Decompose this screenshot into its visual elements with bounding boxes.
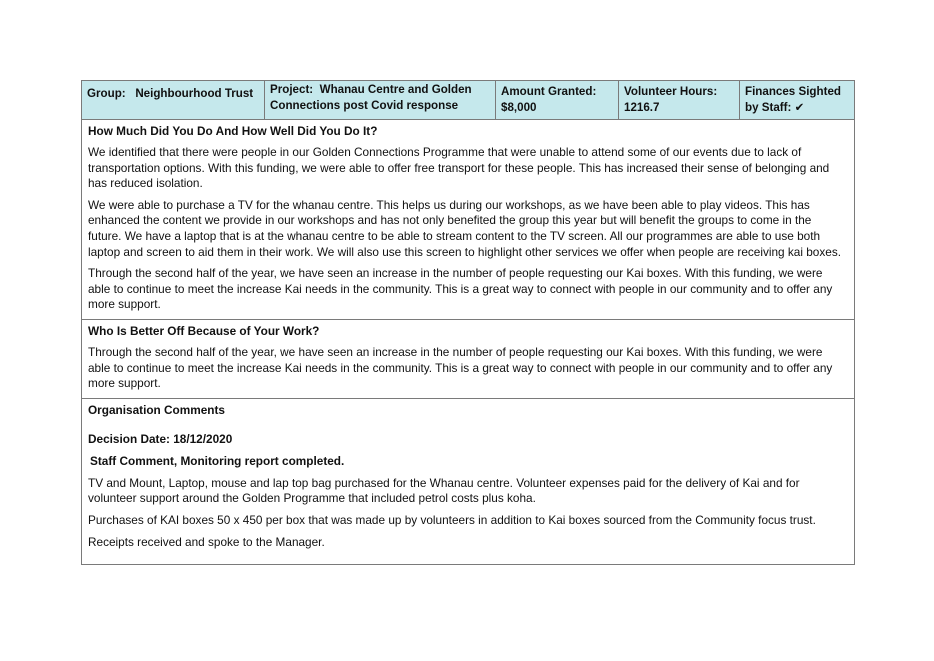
project-cell <box>265 81 496 119</box>
group-label: Group: <box>87 87 126 100</box>
checkmark-icon: ✔ <box>794 101 805 114</box>
organisation-comment-paragraph: TV and Mount, Laptop, mouse and lap top bag purchased for the Whanau centre. Volunteer expenses paid for the delivery of Kai and for volunteer support around the Golden Programme that included petrol costs plus koha. <box>88 475 800 506</box>
how-much-paragraph: We were able to purchase a TV for the whanau centre. This helps us during our workshops, as we have been able to play videos. This has enhanced the content we provide in our workshops and has not only benefited the group this year but will benefit the groups to come in the future. We have a laptop that is at the whanau centre to be able to stream content to the TV screen. All our programmes are able to use both laptop and screen to aid them in their work. We will also use this screen to highlight other services we offer when people are receiving kai boxes. <box>88 197 841 259</box>
project-label: Project: <box>270 83 314 96</box>
how-much-section <box>82 120 854 320</box>
finances-sighted-label: Finances Sighted by Staff: <box>745 85 841 114</box>
report-header-row <box>82 81 854 120</box>
better-off-title: Who Is Better Off Because of Your Work? <box>88 323 320 338</box>
volunteer-hours-cell <box>619 81 740 119</box>
monitoring-report-table <box>81 80 855 565</box>
organisation-comment-paragraph: Receipts received and spoke to the Manager. <box>88 534 325 549</box>
group-value: Neighbourhood Trust <box>135 87 254 100</box>
amount-value: $8,000 <box>501 101 537 114</box>
staff-comment-heading: Staff Comment, Monitoring report completed. <box>90 453 345 468</box>
better-off-paragraph: Through the second half of the year, we have seen an increase in the number of people requesting our Kai boxes. With this funding, we were able to continue to meet the increase Kai needs in the community. This is a great way to connect with people in our community and to offer any more support. <box>88 344 833 391</box>
how-much-paragraph: Through the second half of the year, we have seen an increase in the number of people requesting our Kai boxes. With this funding, we were able to continue to meet the increase Kai needs in the community. This is a great way to connect with people in our community and to offer any more support. <box>88 266 833 312</box>
project-value: Whanau Centre and Golden Connections post Covid response <box>270 83 472 112</box>
volunteer-hours-value: 1216.7 <box>624 101 660 114</box>
how-much-title: How Much Did You Do And How Well Did You Do It? <box>88 124 378 138</box>
organisation-comments-title: Organisation Comments <box>88 402 225 417</box>
organisation-comment-paragraph: Purchases of KAI boxes 50 x 450 per box that was made up by volunteers in addition to Kai boxes sourced from the Community focus trust. <box>88 512 816 527</box>
group-cell <box>82 81 265 119</box>
volunteer-hours-label: Volunteer Hours: <box>624 85 718 98</box>
organisation-comments-section <box>82 399 854 564</box>
how-much-paragraph: We identified that there were people in our Golden Connections Programme that were unable to attend some of our events due to lack of transportation options. With this funding, we were able to offer free transport for these people. This has increased their sense of belonging and has reduced isolation. <box>88 145 830 191</box>
finances-sighted-cell <box>740 81 854 119</box>
amount-label: Amount Granted: <box>501 85 597 98</box>
better-off-section <box>82 320 854 399</box>
decision-date: Decision Date: 18/12/2020 <box>88 431 233 446</box>
amount-cell <box>496 81 619 119</box>
